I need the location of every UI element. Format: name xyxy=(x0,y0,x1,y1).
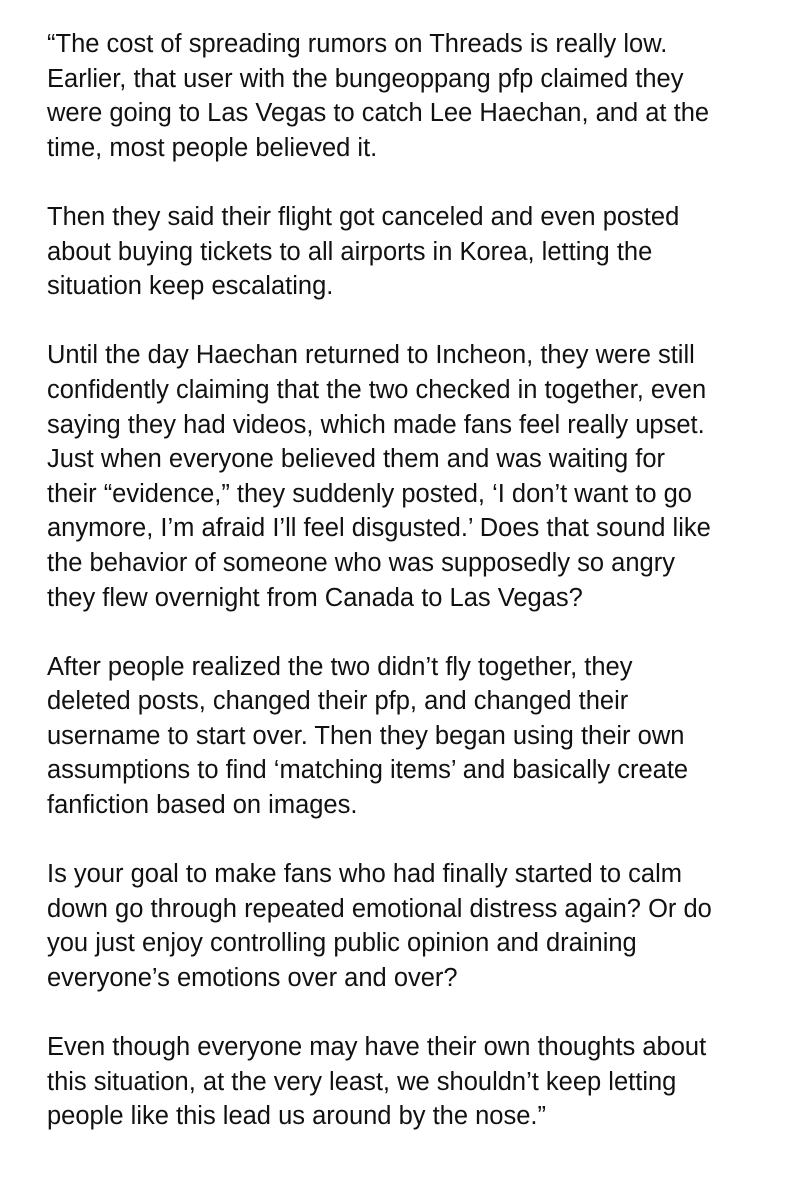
text-line: Until the day Haechan returned to Incheon, they were still xyxy=(47,341,695,370)
paragraph-5 xyxy=(47,857,787,995)
text-line: people like this lead us around by the nose.” xyxy=(47,1102,546,1131)
paragraph-3 xyxy=(47,338,787,615)
text-line: Then they said their flight got canceled and even posted xyxy=(47,202,680,231)
text-line: you just enjoy controlling public opinion and draining xyxy=(47,929,637,958)
text-line: confidently claiming that the two checked in together, even xyxy=(47,375,707,404)
text-line: about buying tickets to all airports in Korea, letting the xyxy=(47,237,653,266)
text-line: deleted posts, changed their pfp, and changed their xyxy=(47,687,629,716)
text-line: the behavior of someone who was supposedly so angry xyxy=(47,548,675,577)
text-line: everyone’s emotions over and over? xyxy=(47,964,458,993)
text-line: After people realized the two didn’t fly together, they xyxy=(47,652,633,681)
text-line: fanfiction based on images. xyxy=(47,791,358,820)
text-line: this situation, at the very least, we shouldn’t keep letting xyxy=(47,1067,677,1096)
text-line: their “evidence,” they suddenly posted, ‘I don’t want to go xyxy=(47,479,692,508)
text-line: time, most people believed it. xyxy=(47,133,378,162)
text-line: assumptions to find ‘matching items’ and basically create xyxy=(47,756,689,785)
text-line: saying they had videos, which made fans feel really upset. xyxy=(47,410,705,439)
text-line: username to start over. Then they began using their own xyxy=(47,721,685,750)
text-line: anymore, I’m afraid I’ll feel disgusted.’ Does that sound like xyxy=(47,514,711,543)
paragraph-2 xyxy=(47,200,787,304)
text-line: they flew overnight from Canada to Las Vegas? xyxy=(47,583,583,612)
paragraph-6 xyxy=(47,1030,787,1134)
paragraph-1 xyxy=(47,27,787,165)
paragraph-4 xyxy=(47,650,787,823)
text-line: Is your goal to make fans who had finally started to calm xyxy=(47,860,682,889)
text-line: Just when everyone believed them and was waiting for xyxy=(47,445,666,474)
text-line: situation keep escalating. xyxy=(47,272,334,301)
text-line: “The cost of spreading rumors on Threads is really low. xyxy=(47,30,668,58)
note-text-body xyxy=(47,27,787,1169)
text-line: down go through repeated emotional distress again? Or do xyxy=(47,894,712,923)
text-line: Even though everyone may have their own thoughts about xyxy=(47,1033,707,1062)
text-line: Earlier, that user with the bungeoppang pfp claimed they xyxy=(47,64,684,93)
text-line: were going to Las Vegas to catch Lee Haechan, and at the xyxy=(47,99,710,128)
